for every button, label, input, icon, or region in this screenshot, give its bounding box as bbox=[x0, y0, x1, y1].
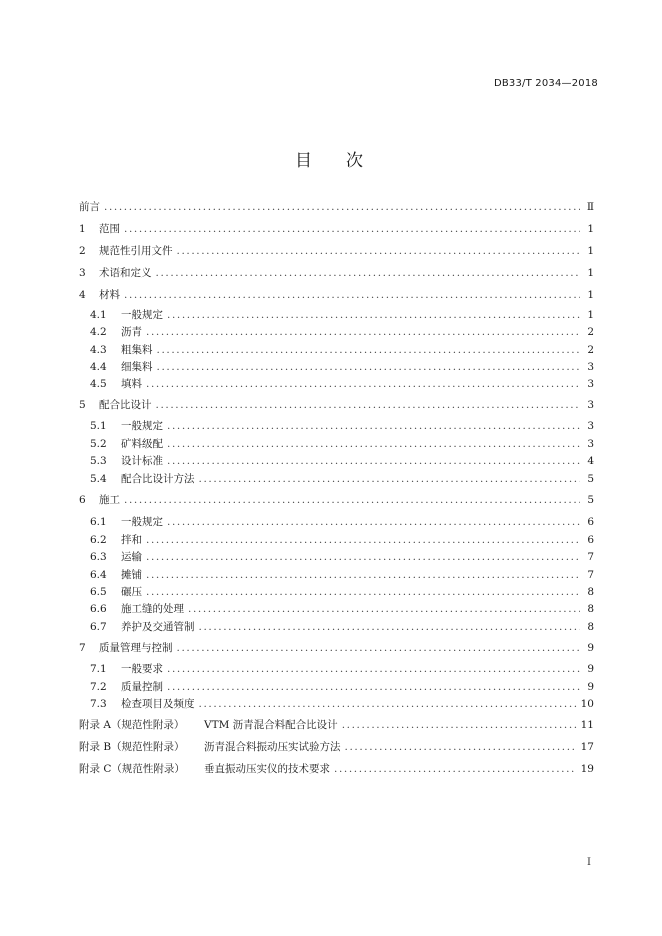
toc-entry-number: 6.4 bbox=[90, 569, 107, 581]
toc-entry[interactable] bbox=[90, 359, 594, 376]
toc-entry-number: 附录 C（规范性附录） bbox=[79, 763, 185, 775]
toc-entry-page: 19 bbox=[580, 763, 594, 775]
toc-entry-number: 附录 B（规范性附录） bbox=[79, 741, 185, 753]
dot-leader bbox=[157, 342, 581, 359]
dot-leader bbox=[146, 324, 580, 341]
toc-entry-number: 5.3 bbox=[90, 455, 107, 467]
dot-leader bbox=[167, 418, 580, 435]
toc-entry-number: 5.2 bbox=[90, 438, 107, 450]
toc-entry-page: 1 bbox=[587, 309, 594, 321]
toc-entry-page: 17 bbox=[580, 741, 594, 753]
toc-entry[interactable] bbox=[79, 640, 594, 657]
toc-entry-label: 配合比设计 bbox=[99, 399, 152, 411]
toc-entry[interactable] bbox=[79, 243, 594, 260]
toc-entry[interactable] bbox=[90, 601, 594, 618]
toc-entry-label: 一般规定 bbox=[121, 420, 163, 432]
toc-entry[interactable] bbox=[79, 761, 594, 778]
toc-entry-number: 7.2 bbox=[90, 681, 107, 693]
toc-entry-label: 材料 bbox=[99, 289, 120, 301]
footer-page-number: I bbox=[587, 857, 591, 868]
dot-leader bbox=[167, 679, 580, 696]
dot-leader bbox=[156, 397, 581, 414]
toc-entry[interactable] bbox=[90, 549, 594, 566]
dot-leader bbox=[342, 717, 577, 734]
toc-entry[interactable] bbox=[90, 619, 594, 636]
dot-leader bbox=[167, 453, 580, 470]
toc-entry-label: 范围 bbox=[99, 223, 120, 235]
toc-entry[interactable] bbox=[90, 584, 594, 601]
dot-leader bbox=[124, 492, 580, 509]
dot-leader bbox=[146, 549, 580, 566]
toc-entry-label: 一般规定 bbox=[121, 309, 163, 321]
toc-entry-number: 7.3 bbox=[90, 698, 107, 710]
toc-entry-label: 拌和 bbox=[121, 534, 142, 546]
dot-leader bbox=[167, 307, 580, 324]
toc-entry-label: 沥青混合料振动压实试验方法 bbox=[204, 741, 341, 753]
dot-leader bbox=[177, 640, 581, 657]
toc-entry-page: 3 bbox=[587, 361, 594, 373]
dot-leader bbox=[188, 601, 580, 618]
toc-entry-page: 8 bbox=[587, 603, 594, 615]
toc-entry-label: 术语和定义 bbox=[99, 267, 152, 279]
toc-entry-label: 检查项目及频度 bbox=[121, 698, 195, 710]
dot-leader bbox=[157, 359, 581, 376]
toc-entry-number: 7.1 bbox=[90, 663, 107, 675]
toc-entry-label: 矿料级配 bbox=[121, 438, 163, 450]
toc-entry-label: 摊铺 bbox=[121, 569, 142, 581]
toc-entry-number: 6 bbox=[79, 494, 86, 506]
toc-entry-number: 4.4 bbox=[90, 361, 107, 373]
toc-entry-number: 4.3 bbox=[90, 344, 107, 356]
toc-entry[interactable] bbox=[90, 307, 594, 324]
toc-entry[interactable] bbox=[90, 696, 594, 713]
toc-entry-label: 一般规定 bbox=[121, 516, 163, 528]
toc-entry-label: 垂直振动压实仪的技术要求 bbox=[204, 763, 330, 775]
toc-entry[interactable] bbox=[90, 532, 594, 549]
toc-entry[interactable] bbox=[90, 567, 594, 584]
toc-entry-number: 5 bbox=[79, 399, 86, 411]
dot-leader bbox=[156, 265, 581, 282]
toc-entry-number: 6.5 bbox=[90, 586, 107, 598]
toc-entry-number: 4 bbox=[79, 289, 86, 301]
dot-leader bbox=[345, 739, 577, 756]
toc-entry[interactable] bbox=[90, 342, 594, 359]
toc-entry[interactable] bbox=[79, 717, 594, 734]
dot-leader bbox=[146, 532, 580, 549]
toc-entry-page: 9 bbox=[587, 663, 594, 675]
dot-leader bbox=[124, 287, 580, 304]
toc-entry-label: 质量控制 bbox=[121, 681, 163, 693]
toc-entry-label: 填料 bbox=[121, 378, 142, 390]
toc-entry-page: 1 bbox=[587, 267, 594, 279]
dot-leader bbox=[167, 436, 580, 453]
toc-entry-label: 规范性引用文件 bbox=[99, 245, 173, 257]
page-title bbox=[0, 146, 662, 171]
dot-leader bbox=[167, 514, 580, 531]
toc-entry-number: 4.1 bbox=[90, 309, 107, 321]
toc-entry[interactable] bbox=[79, 492, 594, 509]
dot-leader bbox=[177, 243, 581, 260]
toc-entry-page: 5 bbox=[587, 473, 594, 485]
title-char-2: 次 bbox=[346, 151, 367, 171]
toc-entry[interactable] bbox=[90, 661, 594, 678]
toc-entry-page: 6 bbox=[587, 516, 594, 528]
dot-leader bbox=[167, 661, 580, 678]
toc-entry-page: 1 bbox=[587, 223, 594, 235]
dot-leader bbox=[146, 584, 580, 601]
title-char-1: 目 bbox=[295, 151, 316, 171]
toc-entry[interactable] bbox=[79, 221, 594, 238]
toc-entry[interactable] bbox=[90, 324, 594, 341]
standard-code: DB33/T 2034—2018 bbox=[493, 78, 598, 89]
dot-leader bbox=[146, 567, 580, 584]
toc-entry[interactable] bbox=[79, 739, 594, 756]
toc-entry-label: 粗集料 bbox=[121, 344, 153, 356]
toc-entry-number: 7 bbox=[79, 642, 86, 654]
toc-entry[interactable] bbox=[90, 514, 594, 531]
toc-entry-label: 施工缝的处理 bbox=[121, 603, 184, 615]
toc-entry[interactable] bbox=[90, 376, 594, 393]
toc-entry-page: 8 bbox=[587, 586, 594, 598]
toc-entry-page: 7 bbox=[587, 569, 594, 581]
toc-entry-page: 6 bbox=[587, 534, 594, 546]
dot-leader bbox=[124, 221, 580, 238]
toc-entry[interactable] bbox=[79, 265, 594, 282]
toc-entry-page: 5 bbox=[587, 494, 594, 506]
toc-entry-page: 2 bbox=[587, 326, 594, 338]
toc-entry-page: 7 bbox=[587, 551, 594, 563]
toc-entry-label: 质量管理与控制 bbox=[99, 642, 173, 654]
toc-entry-page: 3 bbox=[587, 378, 594, 390]
toc-entry-page: 11 bbox=[580, 719, 594, 731]
toc-entry-number: 6.3 bbox=[90, 551, 107, 563]
toc-entry-number: 6.1 bbox=[90, 516, 107, 528]
toc-entry-page: 10 bbox=[580, 698, 594, 710]
toc-entry-page: 2 bbox=[587, 344, 594, 356]
toc-entry[interactable] bbox=[90, 436, 594, 453]
toc-entry-label: VTM 沥青混合料配合比设计 bbox=[204, 719, 338, 731]
toc-entry-label: 运输 bbox=[121, 551, 142, 563]
toc-entry-page: 9 bbox=[587, 642, 594, 654]
toc-entry[interactable] bbox=[90, 418, 594, 435]
toc-entry-label: 设计标准 bbox=[121, 455, 163, 467]
toc-entry-number: 2 bbox=[79, 245, 86, 257]
dot-leader bbox=[104, 199, 580, 216]
toc-entry-label: 碾压 bbox=[121, 586, 142, 598]
toc-entry[interactable] bbox=[90, 471, 594, 488]
toc-entry-page: 9 bbox=[587, 681, 594, 693]
toc-entry-number: 5.1 bbox=[90, 420, 107, 432]
toc-entry-page: 1 bbox=[587, 245, 594, 257]
toc-entry[interactable] bbox=[79, 199, 594, 216]
dot-leader bbox=[199, 696, 577, 713]
toc-entry-label: 养护及交通管制 bbox=[121, 621, 195, 633]
toc-entry-number: 4.2 bbox=[90, 326, 107, 338]
dot-leader bbox=[334, 761, 577, 778]
toc-entry-number: 3 bbox=[79, 267, 86, 279]
dot-leader bbox=[199, 471, 581, 488]
toc-entry-label: 一般要求 bbox=[121, 663, 163, 675]
toc-entry-number: 6.6 bbox=[90, 603, 107, 615]
toc-entry[interactable] bbox=[90, 453, 594, 470]
toc-entry-page: 3 bbox=[587, 420, 594, 432]
toc-entry-page: 1 bbox=[587, 289, 594, 301]
toc-entry-number: 6.2 bbox=[90, 534, 107, 546]
toc-entry-page: 4 bbox=[587, 455, 594, 467]
toc-entry-number: 6.7 bbox=[90, 621, 107, 633]
toc-entry-number: 附录 A（规范性附录） bbox=[79, 719, 185, 731]
toc-entry[interactable] bbox=[79, 287, 594, 304]
dot-leader bbox=[199, 619, 581, 636]
toc-entry-label: 配合比设计方法 bbox=[121, 473, 195, 485]
toc-entry-page: Ⅱ bbox=[586, 201, 594, 213]
toc-entry-number: 5.4 bbox=[90, 473, 107, 485]
toc-entry-page: 3 bbox=[587, 399, 594, 411]
toc-entry-label: 沥青 bbox=[121, 326, 142, 338]
dot-leader bbox=[146, 376, 580, 393]
toc-entry-label: 前言 bbox=[79, 201, 100, 213]
toc-entry[interactable] bbox=[90, 679, 594, 696]
toc-entry-page: 8 bbox=[587, 621, 594, 633]
toc-entry[interactable] bbox=[79, 397, 594, 414]
toc-entry-number: 4.5 bbox=[90, 378, 107, 390]
toc-entry-label: 施工 bbox=[99, 494, 120, 506]
toc-entry-page: 3 bbox=[587, 438, 594, 450]
toc-entry-number: 1 bbox=[79, 223, 86, 235]
toc-entry-label: 细集料 bbox=[121, 361, 153, 373]
